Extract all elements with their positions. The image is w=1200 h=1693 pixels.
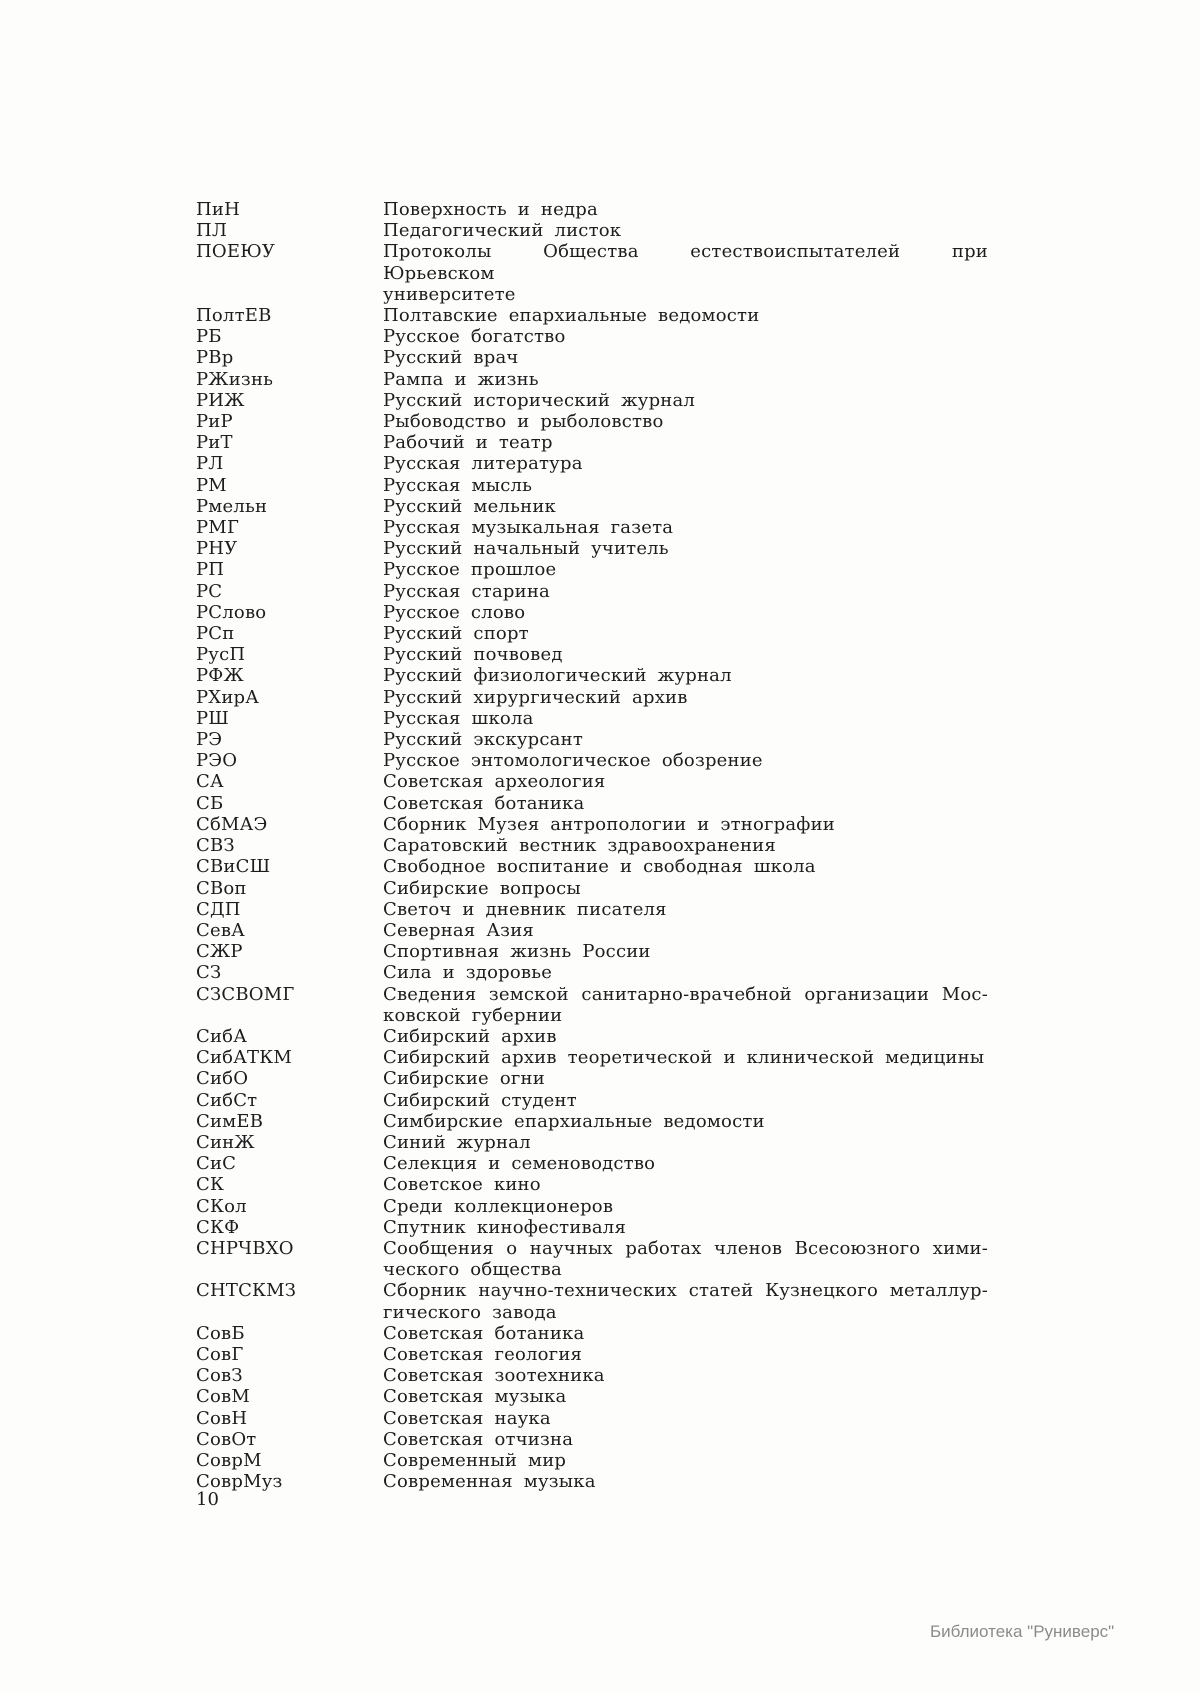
abbreviation-label: РШ (196, 707, 230, 729)
journal-title-line: Русская школа (383, 707, 534, 729)
list-item (196, 1365, 988, 1386)
abbreviation-label: СибСт (196, 1089, 258, 1111)
abbreviation-label: СбМАЭ (196, 813, 268, 835)
journal-title (383, 984, 988, 1026)
abbreviation-label: РВр (196, 347, 234, 369)
journal-title-line: Русское слово (383, 601, 526, 623)
abbreviation-label: Рмельн (196, 495, 268, 517)
abbreviation-label: СВЗ (196, 835, 235, 857)
list-item (196, 432, 988, 453)
abbreviation-label: СевА (196, 919, 245, 941)
journal-title (383, 1026, 988, 1047)
list-item (196, 1408, 988, 1429)
journal-title (383, 559, 988, 580)
journal-title (383, 856, 988, 877)
journal-title-line: Сведения земской санитарно-врачебной организации Мос- (383, 983, 988, 1005)
list-item (196, 1132, 988, 1153)
journal-title (383, 517, 988, 538)
list-item (196, 984, 988, 1026)
journal-title (383, 1408, 988, 1429)
journal-title-line: Русская мысль (383, 474, 533, 496)
list-item (196, 1090, 988, 1111)
journal-title-line: Советская геология (383, 1343, 583, 1365)
journal-title-line: Селекция и семеноводство (383, 1153, 656, 1175)
abbreviation-list (196, 199, 988, 1492)
abbreviation-label: СВоп (196, 877, 247, 899)
journal-title (383, 814, 988, 835)
journal-title (383, 496, 988, 517)
journal-title-line: Русский мельник (383, 495, 556, 517)
list-item (196, 1429, 988, 1450)
journal-title-line: Современный мир (383, 1449, 567, 1471)
abbreviation-label: СовЗ (196, 1365, 243, 1387)
journal-title (383, 369, 988, 390)
list-item (196, 220, 988, 241)
journal-title-line: Русский врач (383, 347, 519, 369)
list-item (196, 517, 988, 538)
journal-title-line: Рыбоводство и рыболовство (383, 411, 664, 433)
journal-title (383, 326, 988, 347)
journal-title (383, 750, 988, 771)
abbreviation-label: РусП (196, 644, 246, 666)
journal-title (383, 1471, 988, 1492)
journal-title-line: Русское энтомологическое обозрение (383, 750, 763, 772)
list-item (196, 581, 988, 602)
list-item (196, 665, 988, 686)
journal-title-line: Сборник научно-технических статей Кузнецкого металлур- (383, 1280, 988, 1302)
journal-title (383, 687, 988, 708)
abbreviation-label: РЭ (196, 729, 223, 751)
list-item (196, 920, 988, 941)
abbreviation-label: СКФ (196, 1216, 240, 1238)
journal-title-line: Симбирские епархиальные ведомости (383, 1110, 765, 1132)
journal-title (383, 941, 988, 962)
journal-title (383, 1344, 988, 1365)
journal-title (383, 347, 988, 368)
journal-title (383, 1429, 988, 1450)
journal-title (383, 1068, 988, 1089)
journal-title (383, 1365, 988, 1386)
abbreviation-label: СиС (196, 1153, 237, 1175)
list-item (196, 814, 988, 835)
list-item (196, 771, 988, 792)
list-item (196, 1026, 988, 1047)
list-item (196, 1344, 988, 1365)
list-item (196, 623, 988, 644)
journal-title (383, 1238, 988, 1280)
journal-title-line: Русский экскурсант (383, 729, 583, 751)
abbreviation-label: СЗСВОМГ (196, 983, 295, 1005)
journal-title (383, 1280, 988, 1322)
abbreviation-label: СоврМ (196, 1449, 262, 1471)
journal-title-line: Педагогический листок (383, 220, 622, 242)
journal-title (383, 1196, 988, 1217)
journal-title-line: Светоч и дневник писателя (383, 898, 667, 920)
journal-title (383, 1047, 988, 1068)
journal-title (383, 602, 988, 623)
abbreviation-label: РиР (196, 411, 233, 433)
list-item (196, 326, 988, 347)
journal-title-line: Советская археология (383, 771, 606, 793)
journal-title-line: Спортивная жизнь России (383, 941, 651, 963)
abbreviation-label: СКол (196, 1195, 247, 1217)
journal-title-line: Сибирский архив (383, 1025, 557, 1047)
journal-title (383, 1450, 988, 1471)
abbreviation-label: СНТСКМЗ (196, 1280, 297, 1302)
journal-title (383, 665, 988, 686)
journal-title-line: Русская музыкальная газета (383, 517, 674, 539)
journal-title-line: Советская отчизна (383, 1428, 574, 1450)
list-item (196, 602, 988, 623)
journal-title-line: Русский хирургический архив (383, 686, 688, 708)
abbreviation-label: РЛ (196, 453, 224, 475)
abbreviation-label: СоврМуз (196, 1471, 283, 1493)
journal-title (383, 878, 988, 899)
abbreviation-label: СовБ (196, 1322, 245, 1344)
journal-title (383, 1111, 988, 1132)
list-item (196, 941, 988, 962)
list-item (196, 1323, 988, 1344)
journal-title (383, 411, 988, 432)
journal-title-line: Протоколы Общества естествоиспытателей при Юрьевском (383, 241, 988, 284)
list-item (196, 347, 988, 368)
journal-title-line: Сибирский студент (383, 1089, 577, 1111)
journal-title (383, 708, 988, 729)
abbreviation-label: РЭО (196, 750, 238, 772)
list-item (196, 538, 988, 559)
list-item (196, 1196, 988, 1217)
list-item (196, 1450, 988, 1471)
journal-title-line: Сборник Музея антропологии и этнографии (383, 813, 835, 835)
journal-title-line: Советское кино (383, 1174, 541, 1196)
list-item (196, 1280, 988, 1322)
journal-title-line: Русский физиологический журнал (383, 665, 732, 687)
journal-title-line: Русский спорт (383, 623, 529, 645)
journal-title-line: гического завода (383, 1301, 557, 1323)
abbreviation-label: ПОЕЮУ (196, 241, 276, 263)
journal-title-line: Свободное воспитание и свободная школа (383, 856, 816, 878)
abbreviation-label: РС (196, 580, 223, 602)
abbreviation-label: СНРЧВХО (196, 1237, 294, 1259)
abbreviation-label: СовН (196, 1407, 248, 1429)
list-item (196, 369, 988, 390)
abbreviation-label: СибО (196, 1068, 249, 1090)
list-item (196, 899, 988, 920)
list-item (196, 878, 988, 899)
list-item (196, 1386, 988, 1407)
journal-title (383, 453, 988, 474)
journal-title (383, 581, 988, 602)
journal-title-line: ческого общества (383, 1259, 562, 1281)
abbreviation-label: РСлово (196, 601, 267, 623)
abbreviation-label: РП (196, 559, 225, 581)
abbreviation-label: РиТ (196, 432, 233, 454)
journal-title-line: Советская зоотехника (383, 1365, 605, 1387)
journal-title (383, 771, 988, 792)
abbreviation-label: ПиН (196, 199, 240, 220)
journal-title-line: Русский исторический журнал (383, 389, 696, 411)
journal-title (383, 390, 988, 411)
list-item (196, 1174, 988, 1195)
list-item (196, 793, 988, 814)
journal-title (383, 432, 988, 453)
abbreviation-label: РСп (196, 623, 235, 645)
abbreviation-label: СДП (196, 898, 241, 920)
abbreviation-label: РМГ (196, 517, 240, 539)
journal-title (383, 538, 988, 559)
journal-title (383, 1132, 988, 1153)
journal-title-line: Русское богатство (383, 326, 566, 348)
list-item (196, 1153, 988, 1174)
journal-title-line: Полтавские епархиальные ведомости (383, 305, 760, 327)
journal-title-line: Саратовский вестник здравоохранения (383, 835, 776, 857)
abbreviation-label: СибАТКМ (196, 1047, 293, 1069)
journal-title (383, 1386, 988, 1407)
list-item (196, 1047, 988, 1068)
abbreviation-label: СовГ (196, 1343, 244, 1365)
journal-title-line: Сибирские огни (383, 1068, 545, 1090)
list-item (196, 750, 988, 771)
journal-title-line: Советская ботаника (383, 792, 585, 814)
journal-title-line: Северная Азия (383, 919, 534, 941)
page-number: 10 (196, 1489, 219, 1510)
journal-title (383, 1090, 988, 1111)
list-item (196, 475, 988, 496)
list-item (196, 856, 988, 877)
list-item (196, 729, 988, 750)
abbreviation-label: ПЛ (196, 220, 228, 242)
journal-title-line: Русская литература (383, 453, 583, 475)
journal-title (383, 220, 988, 241)
abbreviation-label: РЖизнь (196, 368, 274, 390)
journal-title (383, 623, 988, 644)
list-item (196, 199, 988, 220)
list-item (196, 411, 988, 432)
abbreviation-label: СимЕВ (196, 1110, 264, 1132)
abbreviation-label: СЗ (196, 962, 222, 984)
list-item (196, 644, 988, 665)
abbreviation-label: РФЖ (196, 665, 244, 687)
journal-title-line: Советская музыка (383, 1386, 567, 1408)
abbreviation-label: РНУ (196, 538, 238, 560)
journal-title-line: Сила и здоровье (383, 962, 553, 984)
list-item (196, 559, 988, 580)
journal-title (383, 793, 988, 814)
journal-title-line: Сибирский архив теоретической и клинической медицины (383, 1047, 985, 1069)
journal-title (383, 1153, 988, 1174)
journal-title-line: Рабочий и театр (383, 432, 553, 454)
journal-title (383, 1323, 988, 1344)
journal-title-line: Сообщения о научных работах членов Всесоюзного хими- (383, 1237, 988, 1259)
list-item (196, 390, 988, 411)
journal-title-line: Русский начальный учитель (383, 538, 669, 560)
journal-title-line: Советская ботаника (383, 1322, 585, 1344)
journal-title-line: Синий журнал (383, 1131, 531, 1153)
journal-title (383, 962, 988, 983)
journal-title (383, 729, 988, 750)
abbreviation-label: СК (196, 1174, 225, 1196)
journal-title (383, 475, 988, 496)
journal-title-line: Русский почвовед (383, 644, 563, 666)
journal-title-line: Русское прошлое (383, 559, 557, 581)
journal-title-line: Спутник кинофестиваля (383, 1216, 626, 1238)
journal-title (383, 835, 988, 856)
journal-title (383, 305, 988, 326)
list-item (196, 687, 988, 708)
abbreviation-label: РИЖ (196, 389, 245, 411)
list-item (196, 1471, 988, 1492)
journal-title-line: университете (383, 283, 516, 305)
list-item (196, 496, 988, 517)
list-item (196, 1111, 988, 1132)
abbreviation-label: СЖР (196, 941, 243, 963)
list-item (196, 962, 988, 983)
journal-title-line: Сибирские вопросы (383, 877, 581, 899)
abbreviation-label: РХирА (196, 686, 260, 708)
abbreviation-label: СА (196, 771, 224, 793)
list-item (196, 453, 988, 474)
abbreviation-label: РМ (196, 474, 227, 496)
abbreviation-label: СовМ (196, 1386, 250, 1408)
journal-title (383, 241, 988, 305)
abbreviation-label: СБ (196, 792, 224, 814)
journal-title-line: Поверхность и недра (383, 199, 598, 220)
abbreviation-label: СибА (196, 1025, 248, 1047)
list-item (196, 1068, 988, 1089)
list-item (196, 835, 988, 856)
abbreviation-label: СовОт (196, 1428, 257, 1450)
journal-title-line: Русская старина (383, 580, 550, 602)
list-item (196, 1217, 988, 1238)
list-item (196, 305, 988, 326)
journal-title (383, 199, 988, 220)
journal-title-line: Рампа и жизнь (383, 368, 539, 390)
abbreviation-label: СинЖ (196, 1131, 255, 1153)
watermark: Библиотека "Руниверс" (930, 1622, 1115, 1641)
journal-title-line: Советская наука (383, 1407, 551, 1429)
journal-title-line: Современная музыка (383, 1471, 596, 1493)
list-item (196, 708, 988, 729)
journal-title-line: ковской губернии (383, 1004, 563, 1026)
list-item (196, 1238, 988, 1280)
journal-title (383, 1174, 988, 1195)
abbreviation-label: ПолтЕВ (196, 305, 272, 327)
journal-title (383, 644, 988, 665)
journal-title (383, 1217, 988, 1238)
journal-title (383, 920, 988, 941)
journal-title (383, 899, 988, 920)
list-item (196, 241, 988, 305)
abbreviation-label: СВиСШ (196, 856, 271, 878)
abbreviation-label: РБ (196, 326, 222, 348)
journal-title-line: Среди коллекционеров (383, 1195, 614, 1217)
